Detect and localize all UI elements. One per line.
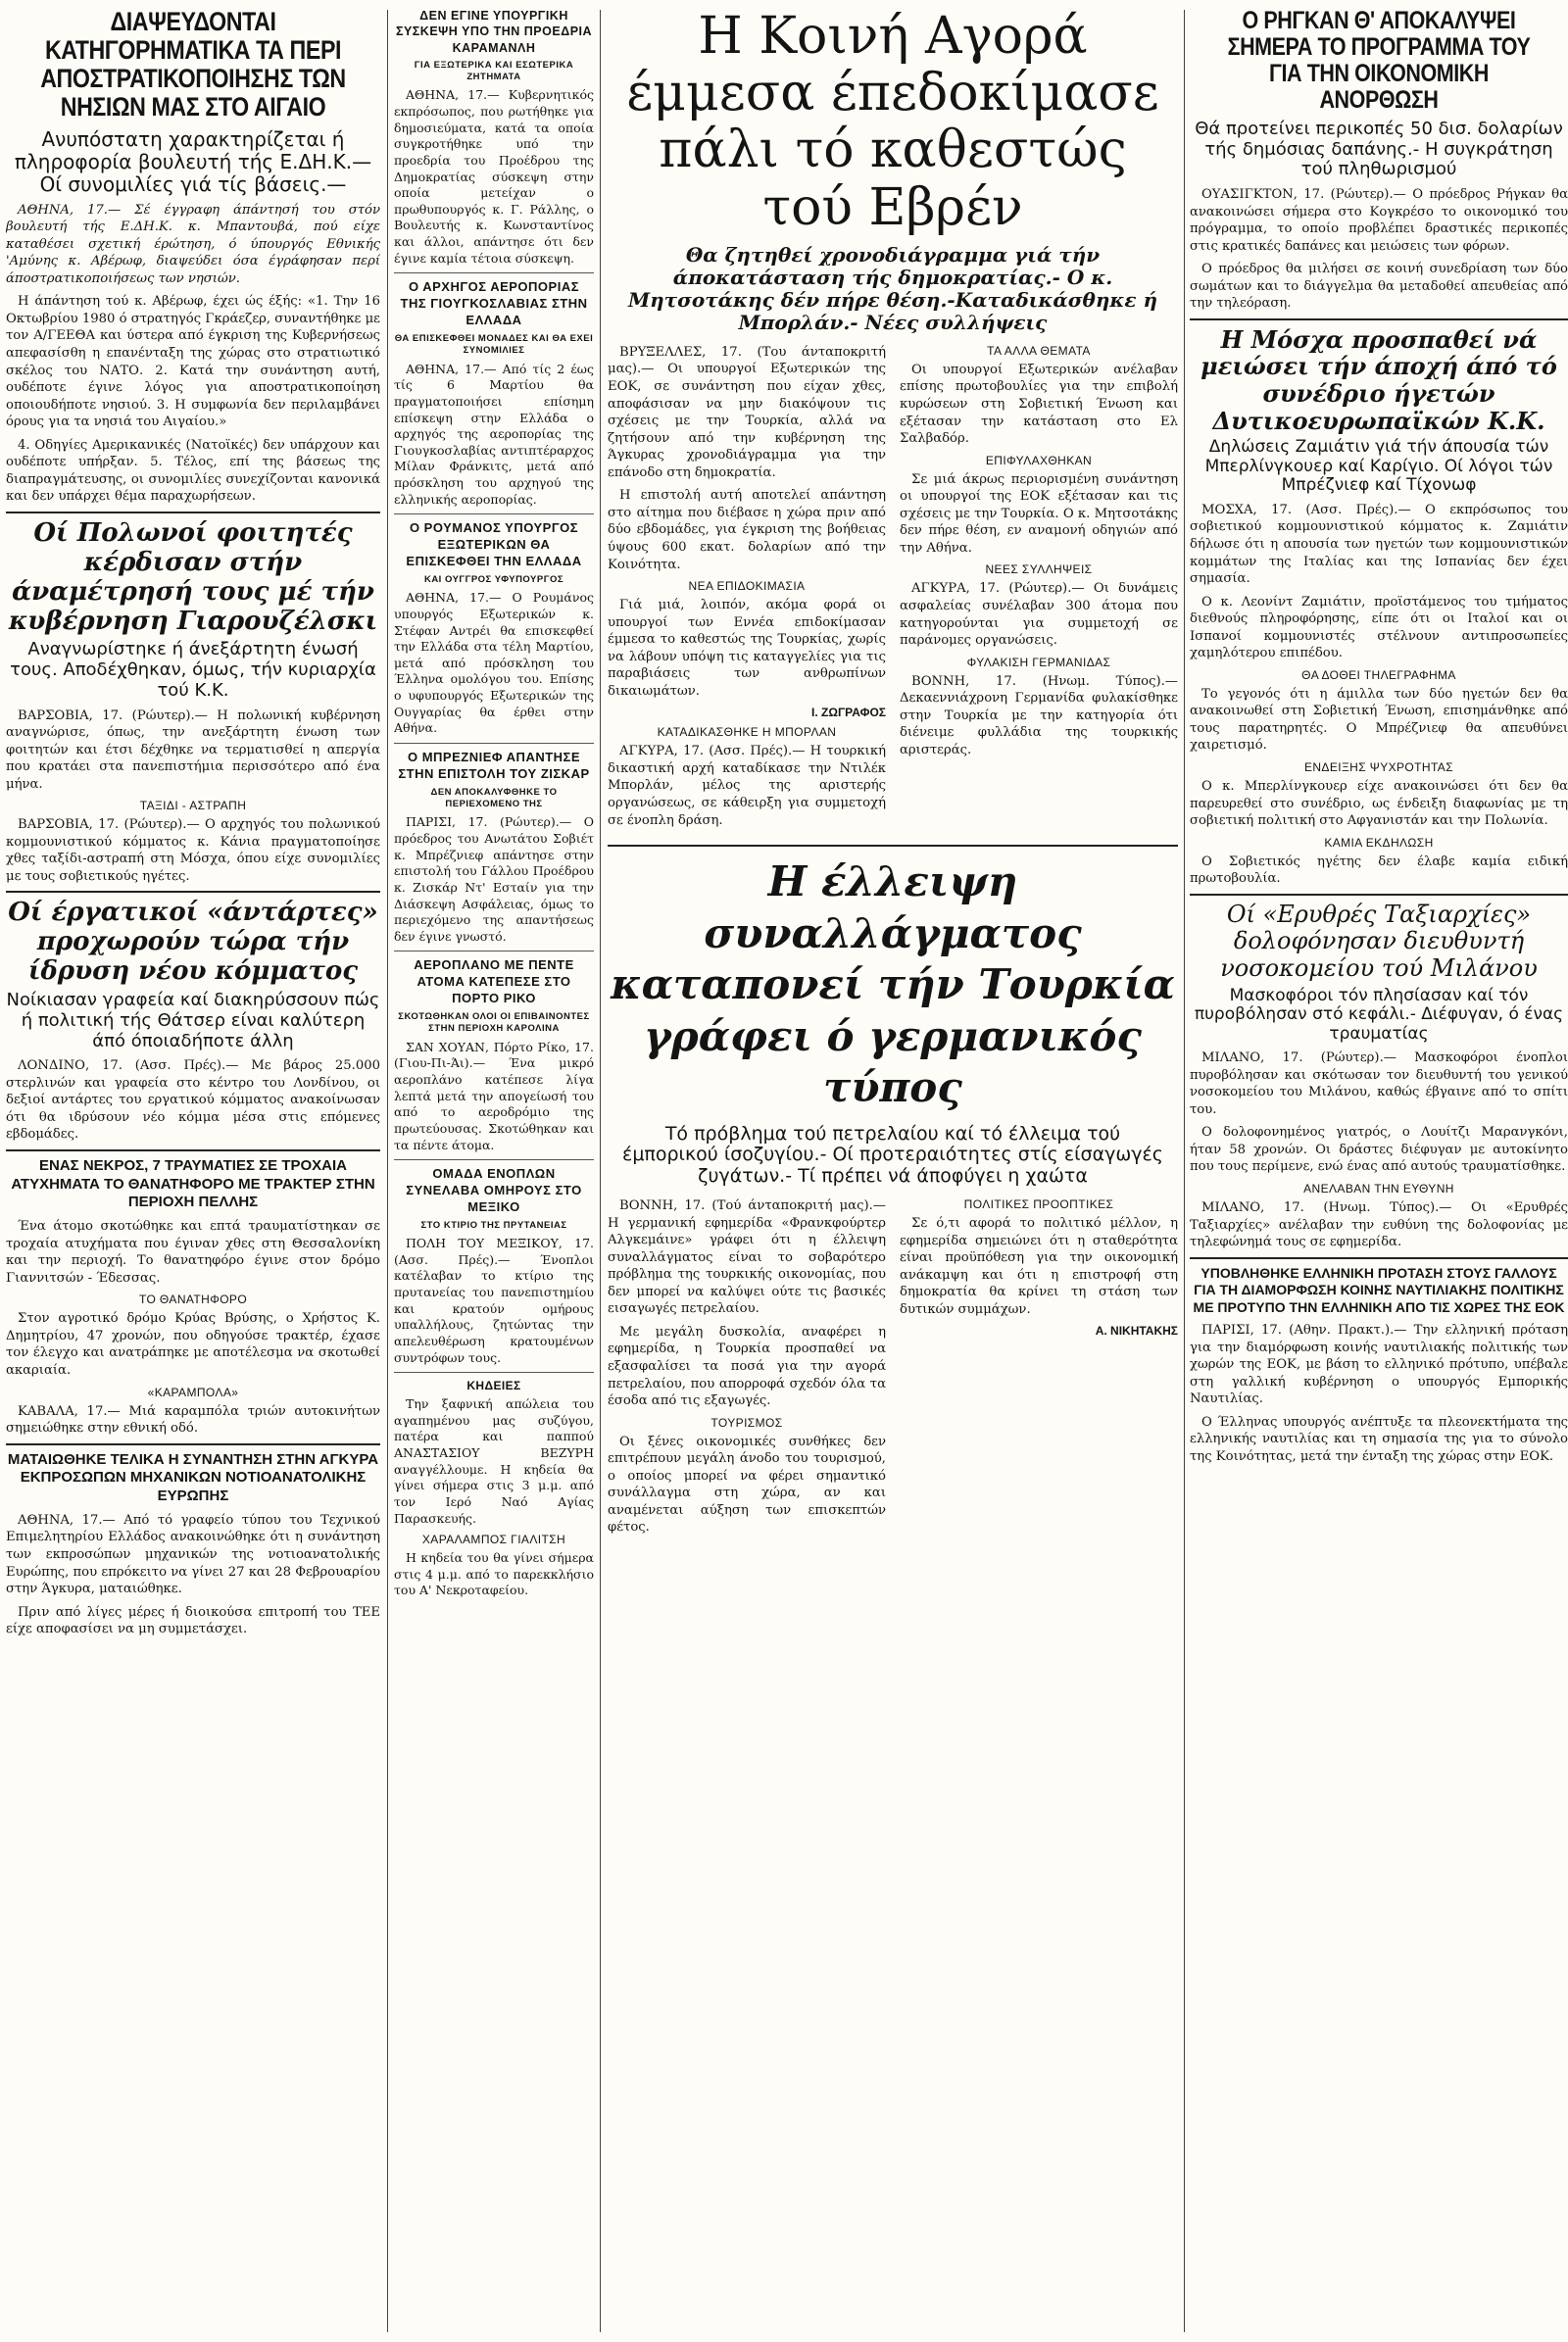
article-text: ΣΑΝ ΧΟΥΑΝ, Πόρτο Ρίκο, 17. (Γιου-Πι-Άι).— Ένα μικρό αεροπλάνο κατέπεσε λίγα λεπτά μετά την απογείωσή του από το αεροδρόμιο της πρωτεύουσας. Σκοτώθηκαν και τα πέντε άτομα. bbox=[394, 1039, 594, 1152]
article-text: ΒΟΝΝΗ, 17. (Τού άνταποκριτή μας).— Η γερμανική εφημερίδα «Φρανκφούρτερ Αλγκεμάινε» γράφει ότι η έλλειψη συναλλάγματος είναι το σοβαρότερο πρόβλημα της τουρκικής οικονομίας, που δεν μπορεί να καλύψει ούτε τις βασικές εισαγωγές πετρελαίου. bbox=[608, 1198, 886, 1317]
section-label: ΚΗΔΕΙΕΣ bbox=[466, 1379, 521, 1393]
divider bbox=[1190, 894, 1568, 896]
subhead-yugoslav-airforce: ΘΑ ΕΠΙΣΚΕΦΘΕΙ ΜΟΝΑΔΕΣ ΚΑΙ ΘΑ ΕΧΕΙ ΣΥΝΟΜΙΛΙΕΣ bbox=[394, 332, 594, 357]
divider bbox=[6, 1443, 380, 1445]
article-text: ΟΥΑΣΙΓΚΤΟΝ, 17. (Ρώυτερ).— Ο πρόεδρος Ρήγκαν θα ανακοινώσει σήμερα στο Κογκρέσο το οικονομικό του πρόγραμμα, το οποίο προβλέπει δραστικές περικοπές στις κρατικές δαπάνες και μειώσεις των φόρων. bbox=[1190, 187, 1568, 254]
divider bbox=[394, 743, 594, 744]
divider bbox=[394, 272, 594, 273]
divider bbox=[6, 512, 380, 513]
section-label: ΤΟΥΡΙΣΜΟΣ bbox=[710, 1415, 783, 1430]
article-text: ΛΟΝΔΙΝΟ, 17. (Ασσ. Πρές).— Με βάρος 25.000 στερλινών και γραφεία στο κέντρο του Λονδίνου, οι δεξιοί αντάρτες του εργατικού κόμματος ανακοίνωσαν ότι θα ιδρύσουν νέο κόμμα μέσα στις επόμενες εβδομάδες. bbox=[6, 1058, 380, 1143]
article-text: Ο κ. Λεονίντ Ζαμιάτιν, προϊστάμενος του τμήματος διεθνούς πληροφόρησης, είπε ότι οι Ιταλοί και οι Ισπανοί κομμουνιστές στέλνουν αντιπροσωπείες χαμηλότερου επιπέδου. bbox=[1190, 594, 1568, 661]
subhead-red-brigades: Μασκοφόροι τόν πλησίασαν καί τόν πυροβόλησαν στό κεφάλι.- Διέφυγαν, ό ένας τραυματίας bbox=[1194, 985, 1564, 1044]
article-text: ΜΙΛΑΝΟ, 17. (Ρώυτερ).— Μασκοφόροι ένοπλοι πυροβόλησαν και σκότωσαν τον διευθυντή του γενικού νοσοκομείου του Μιλάνου, καθώς έβγαινε από το σπίτι του. bbox=[1190, 1050, 1568, 1117]
section-label: ΧΑΡΑΛΑΜΠΟΣ ΓΙΑΛΙΤΣΗ bbox=[421, 1533, 566, 1547]
divider bbox=[1190, 1257, 1568, 1259]
headline-labour-rebels: Οί έργατικοί «άντάρτες» προχωρούν τώρα τήν ίδρυση νέου κόμματος bbox=[8, 898, 378, 987]
column-2 bbox=[394, 8, 594, 2336]
subhead-reagan: Θά προτείνει περικοπές 50 δισ. δολαρίων τής δημόσιας δαπάνης.- Η συγκράτηση τού πληθωρισμού bbox=[1195, 119, 1563, 180]
section-label: ΤΟ ΘΑΝΑΤΗΦΟΡΟ bbox=[138, 1293, 248, 1307]
headline-polish-students: Οί Πολωνοί φοιτητές κέρδισαν στήν άναμέτρησή τους μέ τήν κυβέρνηση Γιαρουζέλσκι bbox=[8, 517, 378, 636]
article-text: Σε μιά άκρως περιορισμένη συνάντηση οι υπουργοί της ΕΟΚ εξέτασαν και τις σχέσεις με την Τουρκία. Ο κ. Μητσοτάκης δεν πήρε θέση, εν αναμονή οδηγιών από την Αθήνα. bbox=[900, 471, 1178, 556]
section-label: ΦΥΛΑΚΙΣΗ ΓΕΡΜΑΝΙΔΑΣ bbox=[966, 655, 1111, 669]
article-text: ΒΟΝΝΗ, 17. (Ηνωμ. Τύπος).— Δεκαεννιάχρονη Γερμανίδα φυλακίσθηκε στην Τουρκία με την κατηγορία ότι διένειμε φυλλάδια της τουρκικής αριστεράς. bbox=[900, 673, 1178, 757]
article-columns bbox=[608, 1197, 1178, 1542]
subhead-brezhnev: ΔΕΝ ΑΠΟΚΑΛΥΦΘΗΚΕ ΤΟ ΠΕΡΙΕΧΟΜΕΝΟ ΤΗΣ bbox=[430, 786, 558, 810]
subhead-moscow-congress: Δηλώσεις Ζαμιάτιν γιά τήν άπουσία τών Μπερλίνγκουερ καί Καρίγιο. Οί λόγοι τών Μπρέζνιεφ καί Τίχονωφ bbox=[1204, 437, 1553, 496]
section-label: ΤΑ ΑΛΛΑ ΘΕΜΑΤΑ bbox=[987, 343, 1091, 358]
article-text: ΜΟΣΧΑ, 17. (Ασσ. Πρές).— Ο εκπρόσωπος του σοβιετικού κομμουνιστικού κόμματος κ. Ζαμιάτιν δήλωσε ότι η απουσία των ηγετών των κομμουνιστικών κομμάτων της Ιταλίας και της Ισπανίας δεν έχει σημασία. bbox=[1190, 502, 1568, 587]
article-text: Οι υπουργοί Εξωτερικών ανέλαβαν επίσης πρωτοβουλίες για την επιβολή κυρώσεων στη Σοβιετική Ένωση και εξέτασαν την κατάσταση στο Ελ Σαλβαδόρ. bbox=[900, 362, 1178, 447]
article-lead: ΑΘΗΝΑ, 17.— Σέ έγγραφη άπάντησή του στόν βουλευτή τής Ε.ΔΗ.Κ. κ. Μπαντουβά, πού είχε καταθέσει σχετική έρώτηση, ό ύπουργός Εθνικής 'Αμύνης κ. Αβέρωφ, διαψεύδει όσα έγράφησαν περί άποστρατικοποιήσεως των νησιών. bbox=[6, 202, 380, 286]
byline: Ι. ΖΩΓΡΑΦΟΣ bbox=[810, 706, 886, 720]
article-text: Η άπάντηση τού κ. Αβέρωφ, έχει ώς έξής: «1. Την 16 Οκτωβρίου 1980 ό στρατηγός Γκράεζερ, συναντήθηκε με τον Α/ΓΕΕΘΑ και ύστερα από έγκριση της Κυβερνήσεως απεφασίσθη η επανένταξη της χώρας στο στρατιωτικό σκέλος του ΝΑΤΟ. 2. Κατά την συνάντηση αυτή, ουδέποτε έγινε λόγος για αποστρατικοποίηση οποιουδήποτε νησιού. 3. Η συμφωνία δεν περιλαμβάνει όρους για τα νησιά του Αιγαίου.» bbox=[6, 294, 380, 430]
article-text: Οι ξένες οικονομικές συνθήκες δεν επιτρέπουν μεγάλη άνοδο του τουρισμού, ο οποίος μπορεί να φέρει σημαντικό συνάλλαγμα στη χώρα, αν και αναμένεται αύξηση των επισκεπτών φέτος. bbox=[608, 1434, 886, 1536]
article-subcolumn bbox=[608, 1197, 886, 1542]
article-text: ΑΘΗΝΑ, 17.— Από τίς 2 έως τίς 6 Μαρτίου θα πραγματοποιήσει επίσημη επίσκεψη στην Ελλάδα ο αρχηγός της αεροπορίας της Γιουγκοσλαβίας αντιπτέραρχος Μίλαν Φράνκιτς, μετά από πρόσκληση του αρχηγού της ελληνικής αεροπορίας. bbox=[394, 361, 594, 507]
article-text: ΠΑΡΙΣΙ, 17. (Ρώυτερ).— Ο πρόεδρος του Ανωτάτου Σοβιέτ κ. Μπρέζνιεφ απάντησε στην επιστολή του Γάλλου Προέδρου κ. Ζισκάρ Ντ' Εσταίν για την Διάσκεψη Ασφάλειας, όμως το περιεχόμενο της απαντήσεως δεν έγινε γνωστό. bbox=[394, 814, 594, 944]
article-text: ΚΑΒΑΛΑ, 17.— Μιά καραμπόλα τριών αυτοκινήτων σημειώθηκε στην εθνική οδό. bbox=[6, 1403, 380, 1437]
subhead-aegean: Ανυπόστατη χαρακτηρίζεται ή πληροφορία βουλευτή τής Ε.ΔΗ.Κ.— Οί συνομιλίες γιά τίς βάσεις.— bbox=[14, 126, 372, 196]
article-text: Στον αγροτικό δρόμο Κρύας Βρύσης, ο Χρήστος Κ. Δημητρίου, 47 χρονών, που οδηγούσε τρακτέρ, έχασε τον έλεγχο και ανατράπηκε με αποτέλεσμα να σκοτωθεί ακαριαία. bbox=[6, 1311, 380, 1379]
article-text: Γιά μιά, λοιπόν, ακόμα φορά οι υπουργοί των Εννέα επιδοκίμασαν έμμεσα το καθεστώς της Τουρκίας, χωρίς να λάβουν υπόψη τις καταγγελίες για τις παραβιάσεις των ανθρωπίνων δικαιωμάτων. bbox=[608, 598, 886, 699]
headline-reagan: Ο ΡΗΓΚΑΝ Θ' ΑΠΟΚΑΛΥΨΕΙ ΣΗΜΕΡΑ ΤΟ ΠΡΟΓΡΑΜΜΑ ΤΟΥ ΓΙΑ ΤΗΝ ΟΙΚΟΝΟΜΙΚΗ ΑΝΟΡΘΩΣΗ bbox=[1227, 8, 1531, 114]
headline-ankara-meeting: ΜΑΤΑΙΩΘΗΚΕ ΤΕΛΙΚΑ Η ΣΥΝΑΝΤΗΣΗ ΣΤΗΝ ΑΓΚΥΡΑ ΕΚΠΡΟΣΩΠΩΝ ΜΗΧΑΝΙΚΩΝ ΝΟΤΙΟΑΝΑΤΟΛΙΚΗΣ ΕΥΡΩΠΗΣ bbox=[7, 1450, 379, 1505]
article-text: 4. Οδηγίες Αμερικανικές (Νατοϊκές) δεν υπάρχουν και ουδέποτε υπήρξαν. 5. Τέλος, επί της βάσεως της διαπραγμάτευσης, οι συνομιλίες συνεχίζονται κανονικά και δεν υπάρχει θέμα παραχωρήσεων. bbox=[6, 437, 380, 505]
article-text: ΠΟΛΗ ΤΟΥ ΜΕΞΙΚΟΥ, 17. (Ασσ. Πρές).— Ένοπλοι κατέλαβαν το κτίριο της πρυτανείας του πανεπιστημίου και κρατούν ομήρους υπαλλήλους, ζητώντας την απελευθέρωση κρατουμένων συντρόφων τους. bbox=[394, 1236, 594, 1365]
subhead-mexico-hostages: ΣΤΟ ΚΤΙΡΙΟ ΤΗΣ ΠΡΥΤΑΝΕΙΑΣ bbox=[420, 1219, 567, 1231]
column-rule bbox=[387, 10, 388, 2332]
subhead-romanian-minister: ΚΑΙ ΟΥΓΓΡΟΣ ΥΦΥΠΟΥΡΓΟΣ bbox=[423, 573, 564, 585]
article-text: Ο κ. Μπερλίνγκουερ είχε ανακοινώσει ότι δεν θα παρευρεθεί στο συνέδριο, ως ένδειξη διαφωνίας με τη σοβιετική πολιτική στο Αφγανιστάν και την Πολωνία. bbox=[1190, 779, 1568, 829]
article-text: Πριν από λίγες μέρες ή διοικούσα επιτροπή του ΤΕΕ είχε αποφασίσει να μη συμμετάσχει. bbox=[6, 1604, 380, 1637]
column-3 bbox=[608, 8, 1178, 2336]
article-subcolumn bbox=[900, 344, 1178, 835]
divider bbox=[1190, 318, 1568, 320]
headline-romanian-minister: Ο ΡΟΥΜΑΝΟΣ ΥΠΟΥΡΓΟΣ ΕΞΩΤΕΡΙΚΩΝ ΘΑ ΕΠΙΣΚΕΦΘΕΙ ΤΗΝ ΕΛΛΑΔΑ bbox=[406, 520, 582, 569]
headline-common-market: Η Κοινή Αγορά έμμεσα έπεδοκίμασε πάλι τό καθεστώς τού Εβρέν bbox=[626, 8, 1159, 237]
article-text: Ο πρόεδρος θα μιλήσει σε κοινή συνεδρίαση των δύο σωμάτων και το διάγγελμα θα μεταδοθεί απευθείας από την τηλεόραση. bbox=[1190, 262, 1568, 312]
divider bbox=[608, 845, 1178, 847]
article-text: ΒΡΥΞΕΛΛΕΣ, 17. (Του άνταποκριτή μας).— Οι υπουργοί Εξωτερικών της ΕΟΚ, σε συνάντηση που είχαν χθες, αποφάσισαν να μην διακόψουν τις σχέσεις με την Τουρκία, αλλά να ζητήσουν από την κυβέρνηση της Άγκυρας χρονοδιάγραμμα για την επάνοδο στη δημοκρατία. bbox=[608, 344, 886, 480]
headline-aegean: ΔΙΑΨΕΥΔΟΝΤΑΙ ΚΑΤΗΓΟΡΗΜΑΤΙΚΑ ΤΑ ΠΕΡΙ ΑΠΟΣΤΡΑΤΙΚΟΠΟΙΗΣΗΣ ΤΩΝ ΝΗΣΙΩΝ ΜΑΣ ΣΤΟ ΑΙΓΑΙΟ bbox=[40, 8, 346, 122]
subhead-turkey-currency: Τό πρόβλημα τού πετρελαίου καί τό έλλειμα τού έμπορικού ίσοζυγίου.- Οί προτεραιότητες στίς είσαγωγές ζυγάτων.- Τί πρέπει νά άποφύγει η χαώτα bbox=[622, 1122, 1163, 1188]
column-1 bbox=[6, 8, 380, 2336]
section-label: «ΚΑΡΑΜΠΟΛΑ» bbox=[147, 1385, 239, 1399]
article-text: Η επιστολή αυτή αποτελεί απάντηση στο αίτημα που διέβασε η χώρα πριν από δύο εβδομάδες, για έγκριση της βοήθειας ύψους 600 εκατ. δολαρίων από την Κοινότητα. bbox=[608, 488, 886, 572]
headline-yugoslav-airforce: Ο ΑΡΧΗΓΟΣ ΑΕΡΟΠΟΡΙΑΣ ΤΗΣ ΓΙΟΥΓΚΟΣΛΑΒΙΑΣ ΣΤΗΝ ΕΛΛΑΔΑ bbox=[400, 279, 588, 328]
byline: Α. ΝΙΚΗΤΑΚΗΣ bbox=[1095, 1324, 1178, 1339]
divider bbox=[394, 1372, 594, 1373]
article-text: ΑΓΚΥΡΑ, 17. (Ρώυτερ).— Οι δυνάμεις ασφαλείας συνέλαβαν 300 άτομα που κατηγορούνται για συμμετοχή σε παράνομες οργανώσεις. bbox=[900, 581, 1178, 649]
article-text: Σε ό,τι αφορά το πολιτικό μέλλον, η εφημερίδα σημειώνει ότι η σταθερότητα είναι προϋπόθεση για την οικονομική ανάκαμψη και ότι η επιστροφή στη δημοκρατία θα κρίνει τη στάση των δυτικών συμμάχων. bbox=[900, 1216, 1178, 1317]
divider bbox=[6, 1149, 380, 1151]
headline-plane-crash: ΑΕΡΟΠΛΑΝΟ ΜΕ ΠΕΝΤΕ ΑΤΟΜΑ ΚΑΤΕΠΕΣΕ ΣΤΟ ΠΟΡΤΟ ΡΙΚΟ bbox=[414, 957, 574, 1006]
article-text: Το γεγονός ότι η άμιλλα των δύο ηγετών δεν θα ανακοινωθεί στη Σοβιετική Ένωση, επισημάνθηκε από τους παρατηρητές. Ο Μπρέζνιεφ θα απευθύνει χαιρετισμό. bbox=[1190, 686, 1568, 754]
article-text: Την ξαφνική απώλεια του αγαπημένου μας συζύγου, πατέρα και παππού ΑΝΑΣΤΑΣΙΟΥ ΒΕΖΥΡΗ αναγγέλλουμε. Η κηδεία θα γίνει σήμερα στις 3 μ.μ. από τον Ιερό Ναό Αγίας Παρασκευής. bbox=[394, 1396, 594, 1526]
article-text: Ο Σοβιετικός ηγέτης δεν έλαβε καμία ειδική πρωτοβουλία. bbox=[1190, 854, 1568, 887]
article-text: ΑΘΗΝΑ, 17.— Κυβερνητικός εκπρόσωπος, που ρωτήθηκε για δημοσιεύματα, κατά τα οποία συγκροτήθηκε υπό την προεδρία του Προέδρου της Δημοκρατίας σύσκεψη στην οποία μετείχαν ο πρωθυπουργός κ. Γ. Ράλλης, ο Βουλευτής κ. Κωνσταντίνος και άλλοι, απάντησε ότι δεν έγινε καμία τέτοια σύσκεψη. bbox=[394, 87, 594, 266]
article-text: ΑΘΗΝΑ, 17.— Ο Ρουμάνος υπουργός Εξωτερικών κ. Στέφαν Αντρέι θα επισκεφθεί την Ελλάδα στα τέλη Μαρτίου, μετά από πρόσκληση του Έλληνα ομολόγου του. Επίσης ο υφυπουργός Εξωτερικών της Ουγγαρίας θα έρθει στην Αθήνα. bbox=[394, 590, 594, 736]
article-text: ΒΑΡΣΟΒΙΑ, 17. (Ρώυτερ).— Ο αρχηγός του πολωνικού κομμουνιστικού κόμματος κ. Κάνια πραγματοποίησε χθες ταξίδι-αστραπή στη Μόσχα, όπου είχε συνομιλίες με τους σοβιετικούς ηγέτες. bbox=[6, 817, 380, 884]
column-rule bbox=[600, 10, 601, 2332]
headline-turkey-currency: Η έλλειψη συναλλάγματος καταπονεί τήν Τουρκία γράφει ό γερμανικός τύπος bbox=[611, 857, 1175, 1112]
section-label: ΝΕΑ ΕΠΙΔΟΚΙΜΑΣΙΑ bbox=[688, 579, 806, 594]
article-text: Ένα άτομο σκοτώθηκε και επτά τραυματίστηκαν σε τροχαία ατυχήματα που έγιναν χθες στη Θεσσαλονίκη και την περιοχή. Το θανατηφόρο έγινε στον δρόμο Γιαννιτσών - Έδεσσας. bbox=[6, 1219, 380, 1286]
article-subcolumn bbox=[900, 1197, 1178, 1542]
section-label: ΝΕΕΣ ΣΥΛΛΗΨΕΙΣ bbox=[985, 562, 1093, 577]
subhead-plane-crash: ΣΚΟΤΩΘΗΚΑΝ ΟΛΟΙ ΟΙ ΕΠΙΒΑΙΝΟΝΤΕΣ ΣΤΗΝ ΠΕΡΙΟΧΗ ΚΑΡΟΛΙΝΑ bbox=[398, 1011, 590, 1035]
headline-traffic-accidents: ΕΝΑΣ ΝΕΚΡΟΣ, 7 ΤΡΑΥΜΑΤΙΕΣ ΣΕ ΤΡΟΧΑΙΑ ΑΤΥΧΗΜΑΤΑ ΤΟ ΘΑΝΑΤΗΦΟΡΟ ΜΕ ΤΡΑΚΤΕΡ ΣΤΗΝ ΠΕΡΙΟΧΗ ΠΕΛΛΗΣ bbox=[11, 1156, 375, 1211]
subhead-common-market: Θα ζητηθεί χρονοδιάγραμμα γιά τήν άποκατάσταση τής δημοκρατίας.- Ο κ. Μητσοτάκης δέν πήρε θέση.-Καταδικάσθηκε ή Μπορλάν.- Νέες συλλήψεις bbox=[627, 242, 1158, 334]
article-text: Ο Έλληνας υπουργός ανέπτυξε τα πλεονεκτήματα της ελληνικής ναυτιλίας και τη σημασία της για το σύνολο της Κοινότητας, μετά την ένταξη της χώρας στην ΕΟΚ. bbox=[1190, 1414, 1568, 1464]
section-label: ΤΑΞΙΔΙ - ΑΣΤΡΑΠΗ bbox=[139, 799, 247, 813]
section-label: ΕΝΔΕΙΞΗΣ ΨΥΧΡΟΤΗΤΑΣ bbox=[1303, 760, 1454, 775]
article-text: ΒΑΡΣΟΒΙΑ, 17. (Ρώυτερ).— Η πολωνική κυβέρνηση αναγνώρισε, όπως, την ανεξάρτητη ένωση των φοιτητών και έτσι δέχθηκε να τερματισθεί η απεργία που κρατάει στα πανεπιστήμια περισσότερο από ένα μήνα. bbox=[6, 707, 380, 792]
article-text: ΜΙΛΑΝΟ, 17. (Ηνωμ. Τύπος).— Οι «Ερυθρές Ταξιαρχίες» ανέλαβαν την ευθύνη της δολοφονίας με τηλεφώνημά τους σε εφημερίδα. bbox=[1190, 1200, 1568, 1250]
divider bbox=[6, 891, 380, 893]
section-label: ΚΑΤΑΔΙΚΑΣΘΗΚΕ Η ΜΠΟΡΛΑΝ bbox=[657, 725, 837, 740]
headline-shipping-policy: ΥΠΟΒΛΗΘΗΚΕ ΕΛΛΗΝΙΚΗ ΠΡΟΤΑΣΗ ΣΤΟΥΣ ΓΑΛΛΟΥΣ ΓΙΑ ΤΗ ΔΙΑΜΟΡΦΩΣΗ ΚΟΙΝΗΣ ΝΑΥΤΙΛΙΑΚΗΣ ΠΟΛΙΤΙΚΗΣ ΜΕ ΠΡΟΤΥΠΟ ΤΗΝ ΕΛΛΗΝΙΚΗ ΑΠΟ ΤΙΣ ΧΩΡΕΣ ΤΗΣ ΕΟΚ bbox=[1193, 1264, 1565, 1315]
headline-red-brigades: Οί «Ερυθρές Ταξιαρχίες» δολοφόνησαν διευθυντή νοσοκομείου τού Μιλάνου bbox=[1220, 900, 1538, 982]
section-label: ΑΝΕΛΑΒΑΝ ΤΗΝ ΕΥΘΥΝΗ bbox=[1303, 1182, 1454, 1195]
headline-brezhnev: Ο ΜΠΡΕΖΝΙΕΦ ΑΠΑΝΤΗΣΕ ΣΤΗΝ ΕΠΙΣΤΟΛΗ ΤΟΥ ΖΙΣΚΑΡ bbox=[398, 749, 590, 781]
divider bbox=[394, 1159, 594, 1160]
headline-moscow-congress: Η Μόσχα προσπαθεί νά μειώσει τήν άποχή άπό τό συνέδριο ήγετών Δυτικοευρωπαϊκών Κ.Κ. bbox=[1200, 324, 1557, 435]
subhead-polish-students: Αναγνωρίστηκε ή άνεξάρτητη ένωσή τους. Αποδέχθηκαν, όμως, τήν κυριαρχία τού Κ.Κ. bbox=[10, 639, 376, 701]
section-label: ΠΟΛΙΤΙΚΕΣ ΠΡΟΟΠΤΙΚΕΣ bbox=[963, 1197, 1114, 1212]
article-text: Η κηδεία του θα γίνει σήμερα στις 4 μ.μ. από το παρεκκλήσιο του Α' Νεκροταφείου. bbox=[394, 1550, 594, 1598]
subhead-labour-rebels: Νοίκιασαν γραφεία καί διακηρύσσουν πώς ή πολιτική τής Θάτσερ είναι καλύτερη άπό όποιαδήποτε άλλη bbox=[6, 990, 380, 1051]
article-text: ΑΘΗΝΑ, 17.— Από τό γραφείο τύπου του Τεχνικού Επιμελητηρίου Ελλάδος ανακοινώθηκε ότι η συνάντηση των εκπροσώπων μηχανικών της νοτιοανατολικής Ευρώπης, που επρόκειτο να γίνει 27 και 28 Φεβρουαρίου στην Άγκυρα, ματαιώθηκε. bbox=[6, 1512, 380, 1597]
column-rule bbox=[1184, 10, 1185, 2332]
section-label: ΕΠΙΦΥΛΑΧΘΗΚΑΝ bbox=[985, 453, 1093, 467]
article-subcolumn bbox=[608, 344, 886, 835]
section-label: ΘΑ ΔΟΘΕΙ ΤΗΛΕΓΡΑΦΗΜΑ bbox=[1301, 667, 1456, 682]
divider bbox=[394, 513, 594, 514]
section-label: ΚΑΜΙΑ ΕΚΔΗΛΩΣΗ bbox=[1324, 835, 1434, 850]
article-text: Με μεγάλη δυσκολία, αναφέρει η εφημερίδα, η Τουρκία προσπαθεί να εξασφαλίσει τα ποσά για την αγορά πετρελαίου, που απορροφά σχεδόν όλα τα έσοδα από τις εξαγωγές. bbox=[608, 1324, 886, 1409]
article-text: ΠΑΡΙΣΙ, 17. (Αθην. Πρακτ.).— Την ελληνική πρόταση για την διαμόρφωση κοινής ναυτιλιακής πολιτικής των χωρών της ΕΟΚ, με βάση το ελληνικό πρότυπο, υπέβαλε στη γαλλική κυβέρνηση ο υπουργός Εμπορικής Ναυτιλίας. bbox=[1190, 1323, 1568, 1407]
article-text: Ο δολοφονημένος γιατρός, ο Λουίτζι Μαρανγκόνι, ήταν 58 χρονών. Οι δράστες διέφυγαν με αυτοκίνητο που τους περίμενε, ενώ ένας από αυτούς τραυματίσθηκε. bbox=[1190, 1125, 1568, 1175]
column-4 bbox=[1190, 8, 1568, 2336]
subhead-karamanlis: ΓΙΑ ΕΞΩΤΕΡΙΚΑ ΚΑΙ ΕΣΩΤΕΡΙΚΑ ΖΗΤΗΜΑΤΑ bbox=[414, 59, 574, 83]
article-text: ΑΓΚΥΡΑ, 17. (Ασσ. Πρές).— Η τουρκική δικαστική αρχή καταδίκασε την Ντιλέκ Μπορλάν, μέλος της αριστερής οργανώσεως, σε κάθειρξη για συμμετοχή σε ένοπλη δράση. bbox=[608, 744, 886, 828]
headline-karamanlis: ΔΕΝ ΕΓΙΝΕ ΥΠΟΥΡΓΙΚΗ ΣΥΣΚΕΨΗ ΥΠΟ ΤΗΝ ΠΡΟΕΔΡΙΑ ΚΑΡΑΜΑΝΛΗ bbox=[395, 9, 593, 55]
article-columns bbox=[608, 344, 1178, 835]
headline-mexico-hostages: ΟΜΑΔΑ ΕΝΟΠΛΩΝ ΣΥΝΕΛΑΒΑ ΟΜΗΡΟΥΣ ΣΤΟ ΜΕΞΙΚΟ bbox=[406, 1166, 582, 1214]
